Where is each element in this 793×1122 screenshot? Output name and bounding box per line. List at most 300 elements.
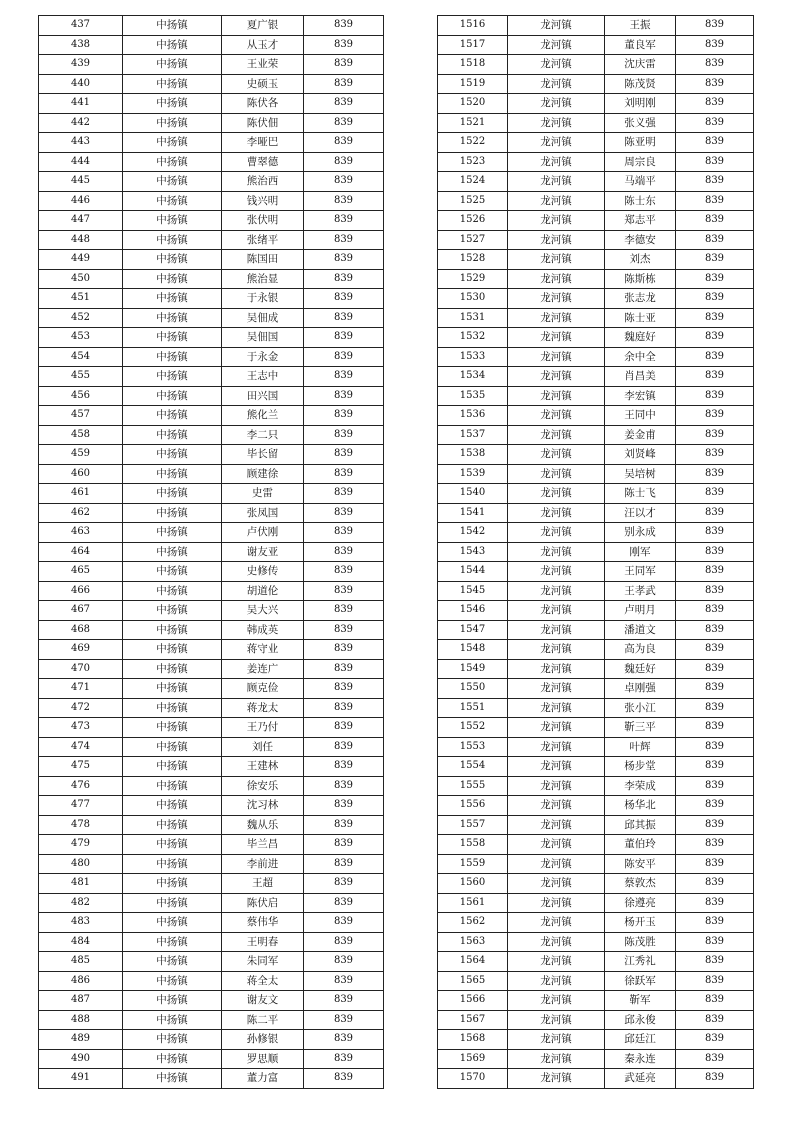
amount-cell: 839 (676, 757, 754, 777)
row-number-cell: 480 (39, 854, 123, 874)
table-row (438, 230, 754, 250)
name-cell: 王明春 (222, 932, 304, 952)
table-row (438, 620, 754, 640)
row-number-cell: 453 (39, 328, 123, 348)
town-cell: 中扬镇 (123, 757, 222, 777)
amount-cell: 839 (676, 503, 754, 523)
table-row (438, 367, 754, 387)
table-row (438, 893, 754, 913)
name-cell: 毕长留 (222, 445, 304, 465)
row-number-cell: 1526 (438, 211, 508, 231)
amount-cell: 839 (676, 562, 754, 582)
row-number-cell: 437 (39, 16, 123, 36)
row-number-cell: 462 (39, 503, 123, 523)
table-row (39, 367, 384, 387)
amount-cell: 839 (304, 133, 384, 153)
town-cell: 龙河镇 (508, 347, 605, 367)
town-cell: 龙河镇 (508, 172, 605, 192)
town-cell: 中扬镇 (123, 815, 222, 835)
name-cell: 邱其振 (605, 815, 676, 835)
amount-cell: 839 (304, 581, 384, 601)
name-cell: 史修传 (222, 562, 304, 582)
row-number-cell: 1568 (438, 1030, 508, 1050)
amount-cell: 839 (304, 1069, 384, 1089)
name-cell: 蒋全太 (222, 971, 304, 991)
row-number-cell: 469 (39, 640, 123, 660)
town-cell: 中扬镇 (123, 971, 222, 991)
table-row (438, 952, 754, 972)
table-row (438, 269, 754, 289)
table-row (438, 581, 754, 601)
table-row (39, 1030, 384, 1050)
town-cell: 中扬镇 (123, 796, 222, 816)
row-number-cell: 445 (39, 172, 123, 192)
table-row (39, 796, 384, 816)
table-row (438, 172, 754, 192)
row-number-cell: 470 (39, 659, 123, 679)
name-cell: 江秀礼 (605, 952, 676, 972)
amount-cell: 839 (676, 640, 754, 660)
name-cell: 魏庭好 (605, 328, 676, 348)
name-cell: 张小江 (605, 698, 676, 718)
row-number-cell: 1539 (438, 464, 508, 484)
name-cell: 徐遵亮 (605, 893, 676, 913)
row-number-cell: 1528 (438, 250, 508, 270)
table-row (39, 425, 384, 445)
amount-cell: 839 (304, 854, 384, 874)
name-cell: 陈斯栋 (605, 269, 676, 289)
town-cell: 龙河镇 (508, 133, 605, 153)
amount-cell: 839 (304, 191, 384, 211)
town-cell: 中扬镇 (123, 562, 222, 582)
left-roster-table (38, 15, 384, 1089)
town-cell: 龙河镇 (508, 640, 605, 660)
name-cell: 顾建徐 (222, 464, 304, 484)
name-cell: 刘任 (222, 737, 304, 757)
amount-cell: 839 (676, 484, 754, 504)
amount-cell: 839 (676, 308, 754, 328)
amount-cell: 839 (676, 854, 754, 874)
amount-cell: 839 (676, 679, 754, 699)
table-row (39, 1069, 384, 1089)
town-cell: 龙河镇 (508, 464, 605, 484)
town-cell: 中扬镇 (123, 581, 222, 601)
amount-cell: 839 (676, 1049, 754, 1069)
table-row (39, 971, 384, 991)
amount-cell: 839 (676, 659, 754, 679)
table-row (39, 74, 384, 94)
row-number-cell: 1538 (438, 445, 508, 465)
town-cell: 龙河镇 (508, 1030, 605, 1050)
amount-cell: 839 (676, 152, 754, 172)
row-number-cell: 467 (39, 601, 123, 621)
town-cell: 中扬镇 (123, 211, 222, 231)
amount-cell: 839 (304, 815, 384, 835)
amount-cell: 839 (304, 737, 384, 757)
town-cell: 中扬镇 (123, 35, 222, 55)
amount-cell: 839 (676, 94, 754, 114)
amount-cell: 839 (304, 289, 384, 309)
amount-cell: 839 (304, 464, 384, 484)
name-cell: 沈习林 (222, 796, 304, 816)
name-cell: 张志龙 (605, 289, 676, 309)
town-cell: 龙河镇 (508, 659, 605, 679)
town-cell: 中扬镇 (123, 776, 222, 796)
row-number-cell: 483 (39, 913, 123, 933)
amount-cell: 839 (676, 932, 754, 952)
town-cell: 中扬镇 (123, 542, 222, 562)
row-number-cell: 1542 (438, 523, 508, 543)
row-number-cell: 1566 (438, 991, 508, 1011)
town-cell: 中扬镇 (123, 1069, 222, 1089)
row-number-cell: 450 (39, 269, 123, 289)
row-number-cell: 1565 (438, 971, 508, 991)
amount-cell: 839 (676, 35, 754, 55)
town-cell: 中扬镇 (123, 191, 222, 211)
name-cell: 王振 (605, 16, 676, 36)
row-number-cell: 456 (39, 386, 123, 406)
row-number-cell: 1541 (438, 503, 508, 523)
amount-cell: 839 (304, 1010, 384, 1030)
row-number-cell: 1551 (438, 698, 508, 718)
amount-cell: 839 (676, 971, 754, 991)
name-cell: 吴佃成 (222, 308, 304, 328)
row-number-cell: 1518 (438, 55, 508, 75)
amount-cell: 839 (676, 542, 754, 562)
name-cell: 姜连广 (222, 659, 304, 679)
row-number-cell: 1523 (438, 152, 508, 172)
table-row (438, 1010, 754, 1030)
amount-cell: 839 (676, 55, 754, 75)
town-cell: 龙河镇 (508, 893, 605, 913)
town-cell: 龙河镇 (508, 718, 605, 738)
amount-cell: 839 (304, 796, 384, 816)
name-cell: 董伯玲 (605, 835, 676, 855)
town-cell: 中扬镇 (123, 503, 222, 523)
table-row (438, 835, 754, 855)
town-cell: 中扬镇 (123, 425, 222, 445)
name-cell: 刘贤峰 (605, 445, 676, 465)
town-cell: 中扬镇 (123, 854, 222, 874)
name-cell: 王孝武 (605, 581, 676, 601)
town-cell: 中扬镇 (123, 16, 222, 36)
row-number-cell: 1530 (438, 289, 508, 309)
row-number-cell: 1522 (438, 133, 508, 153)
row-number-cell: 487 (39, 991, 123, 1011)
town-cell: 龙河镇 (508, 757, 605, 777)
town-cell: 龙河镇 (508, 230, 605, 250)
row-number-cell: 490 (39, 1049, 123, 1069)
row-number-cell: 442 (39, 113, 123, 133)
table-row (438, 562, 754, 582)
name-cell: 吴佃国 (222, 328, 304, 348)
name-cell: 于永银 (222, 289, 304, 309)
name-cell: 靳三平 (605, 718, 676, 738)
name-cell: 王业荣 (222, 55, 304, 75)
row-number-cell: 472 (39, 698, 123, 718)
name-cell: 陈伏佃 (222, 113, 304, 133)
row-number-cell: 1524 (438, 172, 508, 192)
table-row (438, 113, 754, 133)
name-cell: 陈士亚 (605, 308, 676, 328)
name-cell: 叶辉 (605, 737, 676, 757)
amount-cell: 839 (304, 913, 384, 933)
row-number-cell: 1569 (438, 1049, 508, 1069)
table-row (438, 542, 754, 562)
town-cell: 中扬镇 (123, 874, 222, 894)
table-row (438, 776, 754, 796)
row-number-cell: 1533 (438, 347, 508, 367)
row-number-cell: 1521 (438, 113, 508, 133)
amount-cell: 839 (304, 698, 384, 718)
row-number-cell: 1537 (438, 425, 508, 445)
row-number-cell: 489 (39, 1030, 123, 1050)
town-cell: 中扬镇 (123, 230, 222, 250)
table-row (438, 152, 754, 172)
town-cell: 龙河镇 (508, 484, 605, 504)
name-cell: 蒋守业 (222, 640, 304, 660)
table-row (39, 230, 384, 250)
town-cell: 中扬镇 (123, 698, 222, 718)
name-cell: 姜金甫 (605, 425, 676, 445)
table-row (438, 133, 754, 153)
town-cell: 龙河镇 (508, 1010, 605, 1030)
name-cell: 王建林 (222, 757, 304, 777)
table-row (438, 55, 754, 75)
amount-cell: 839 (304, 542, 384, 562)
table-row (438, 523, 754, 543)
amount-cell: 839 (304, 620, 384, 640)
name-cell: 罗思顺 (222, 1049, 304, 1069)
amount-cell: 839 (676, 328, 754, 348)
table-row (39, 152, 384, 172)
row-number-cell: 458 (39, 425, 123, 445)
name-cell: 蔡敦杰 (605, 874, 676, 894)
row-number-cell: 438 (39, 35, 123, 55)
amount-cell: 839 (676, 172, 754, 192)
town-cell: 中扬镇 (123, 640, 222, 660)
row-number-cell: 463 (39, 523, 123, 543)
row-number-cell: 1562 (438, 913, 508, 933)
amount-cell: 839 (304, 952, 384, 972)
row-number-cell: 1516 (438, 16, 508, 36)
name-cell: 陈士飞 (605, 484, 676, 504)
amount-cell: 839 (676, 815, 754, 835)
town-cell: 中扬镇 (123, 55, 222, 75)
table-row (438, 191, 754, 211)
amount-cell: 839 (676, 620, 754, 640)
table-row (39, 562, 384, 582)
table-row (39, 835, 384, 855)
table-row (438, 35, 754, 55)
table-row (438, 854, 754, 874)
amount-cell: 839 (676, 1010, 754, 1030)
town-cell: 龙河镇 (508, 386, 605, 406)
name-cell: 史雷 (222, 484, 304, 504)
name-cell: 陈伏启 (222, 893, 304, 913)
town-cell: 中扬镇 (123, 1030, 222, 1050)
row-number-cell: 1546 (438, 601, 508, 621)
table-row (39, 542, 384, 562)
row-number-cell: 441 (39, 94, 123, 114)
name-cell: 朱同军 (222, 952, 304, 972)
amount-cell: 839 (676, 445, 754, 465)
amount-cell: 839 (304, 16, 384, 36)
name-cell: 吴大兴 (222, 601, 304, 621)
amount-cell: 839 (676, 113, 754, 133)
town-cell: 中扬镇 (123, 932, 222, 952)
table-row (39, 133, 384, 153)
table-row (438, 1069, 754, 1089)
table-row (438, 464, 754, 484)
row-number-cell: 479 (39, 835, 123, 855)
name-cell: 沈庆雷 (605, 55, 676, 75)
amount-cell: 839 (304, 659, 384, 679)
town-cell: 龙河镇 (508, 113, 605, 133)
amount-cell: 839 (304, 152, 384, 172)
amount-cell: 839 (676, 230, 754, 250)
amount-cell: 839 (676, 737, 754, 757)
town-cell: 中扬镇 (123, 1049, 222, 1069)
row-number-cell: 478 (39, 815, 123, 835)
table-row (438, 308, 754, 328)
table-row (438, 94, 754, 114)
town-cell: 龙河镇 (508, 367, 605, 387)
table-row (438, 386, 754, 406)
amount-cell: 839 (304, 757, 384, 777)
name-cell: 陈士东 (605, 191, 676, 211)
row-number-cell: 459 (39, 445, 123, 465)
town-cell: 龙河镇 (508, 562, 605, 582)
town-cell: 中扬镇 (123, 659, 222, 679)
town-cell: 中扬镇 (123, 991, 222, 1011)
row-number-cell: 1545 (438, 581, 508, 601)
name-cell: 王志中 (222, 367, 304, 387)
town-cell: 龙河镇 (508, 308, 605, 328)
table-row (438, 425, 754, 445)
name-cell: 刘明刚 (605, 94, 676, 114)
name-cell: 董力富 (222, 1069, 304, 1089)
town-cell: 中扬镇 (123, 152, 222, 172)
amount-cell: 839 (304, 230, 384, 250)
table-row (39, 932, 384, 952)
amount-cell: 839 (676, 835, 754, 855)
table-row (39, 172, 384, 192)
row-number-cell: 1529 (438, 269, 508, 289)
amount-cell: 839 (304, 55, 384, 75)
row-number-cell: 1557 (438, 815, 508, 835)
town-cell: 中扬镇 (123, 601, 222, 621)
town-cell: 龙河镇 (508, 796, 605, 816)
table-row (438, 484, 754, 504)
row-number-cell: 1553 (438, 737, 508, 757)
row-number-cell: 460 (39, 464, 123, 484)
table-row (438, 211, 754, 231)
name-cell: 董良军 (605, 35, 676, 55)
row-number-cell: 451 (39, 289, 123, 309)
town-cell: 龙河镇 (508, 406, 605, 426)
table-row (39, 1049, 384, 1069)
name-cell: 李前进 (222, 854, 304, 874)
name-cell: 刘杰 (605, 250, 676, 270)
row-number-cell: 1564 (438, 952, 508, 972)
table-row (39, 35, 384, 55)
table-row (39, 289, 384, 309)
amount-cell: 839 (676, 796, 754, 816)
town-cell: 中扬镇 (123, 718, 222, 738)
amount-cell: 839 (304, 776, 384, 796)
row-number-cell: 1560 (438, 874, 508, 894)
row-number-cell: 1535 (438, 386, 508, 406)
table-row (39, 250, 384, 270)
row-number-cell: 1520 (438, 94, 508, 114)
town-cell: 龙河镇 (508, 601, 605, 621)
row-number-cell: 440 (39, 74, 123, 94)
amount-cell: 839 (676, 991, 754, 1011)
table-row (39, 503, 384, 523)
amount-cell: 839 (676, 893, 754, 913)
town-cell: 龙河镇 (508, 328, 605, 348)
name-cell: 魏廷好 (605, 659, 676, 679)
table-row (438, 659, 754, 679)
amount-cell: 839 (304, 367, 384, 387)
name-cell: 钱兴明 (222, 191, 304, 211)
town-cell: 中扬镇 (123, 679, 222, 699)
name-cell: 熊治显 (222, 269, 304, 289)
amount-cell: 839 (304, 503, 384, 523)
table-row (39, 737, 384, 757)
table-row (39, 679, 384, 699)
row-number-cell: 448 (39, 230, 123, 250)
town-cell: 中扬镇 (123, 1010, 222, 1030)
table-row (39, 757, 384, 777)
amount-cell: 839 (304, 601, 384, 621)
town-cell: 中扬镇 (123, 523, 222, 543)
town-cell: 龙河镇 (508, 815, 605, 835)
table-row (39, 874, 384, 894)
name-cell: 王乃付 (222, 718, 304, 738)
name-cell: 卓刚强 (605, 679, 676, 699)
table-row (438, 347, 754, 367)
town-cell: 龙河镇 (508, 932, 605, 952)
table-row (39, 94, 384, 114)
name-cell: 熊化兰 (222, 406, 304, 426)
amount-cell: 839 (304, 94, 384, 114)
name-cell: 曹翠德 (222, 152, 304, 172)
name-cell: 王同军 (605, 562, 676, 582)
name-cell: 谢友文 (222, 991, 304, 1011)
amount-cell: 839 (304, 386, 384, 406)
town-cell: 龙河镇 (508, 16, 605, 36)
row-number-cell: 1544 (438, 562, 508, 582)
name-cell: 郑志平 (605, 211, 676, 231)
name-cell: 陈伏各 (222, 94, 304, 114)
row-number-cell: 476 (39, 776, 123, 796)
town-cell: 中扬镇 (123, 269, 222, 289)
town-cell: 龙河镇 (508, 620, 605, 640)
row-number-cell: 471 (39, 679, 123, 699)
name-cell: 李宏镇 (605, 386, 676, 406)
amount-cell: 839 (304, 971, 384, 991)
right-roster-table (437, 15, 754, 1089)
amount-cell: 839 (676, 581, 754, 601)
amount-cell: 839 (304, 74, 384, 94)
row-number-cell: 1531 (438, 308, 508, 328)
town-cell: 龙河镇 (508, 55, 605, 75)
table-row (39, 523, 384, 543)
town-cell: 龙河镇 (508, 289, 605, 309)
table-row (39, 308, 384, 328)
